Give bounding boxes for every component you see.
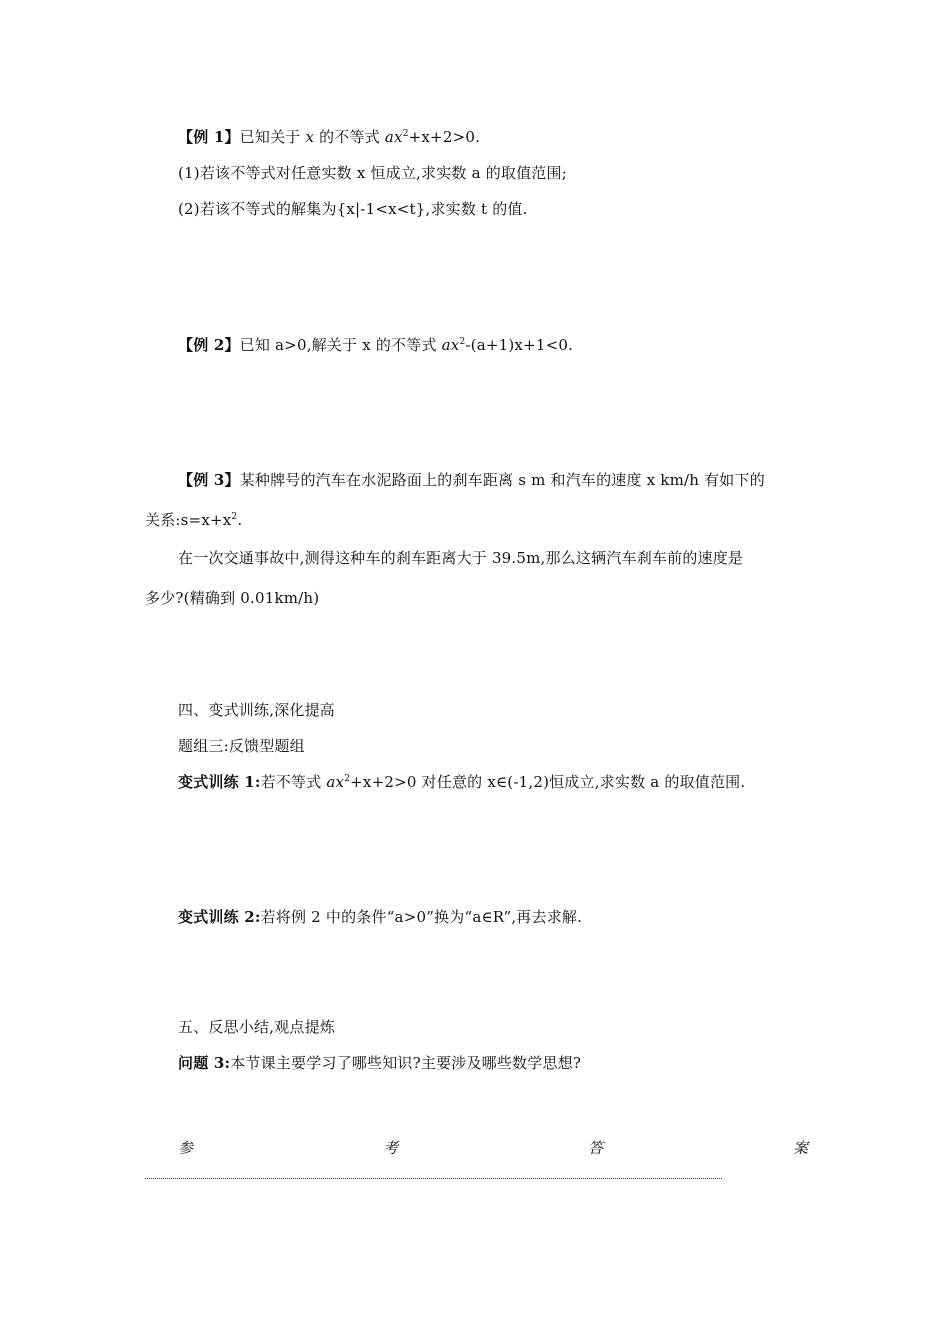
question-3: 问题 3:本节课主要学习了哪些知识?主要涉及哪些数学思想? bbox=[178, 1054, 582, 1072]
dotted-separator bbox=[145, 1178, 722, 1179]
example-1-part-1: (1)若该不等式对任意实数 x 恒成立,求实数 a 的取值范围; bbox=[178, 164, 567, 182]
example-1-part-2: (2)若该不等式的解集为{x|-1<x<t},求实数 t 的值. bbox=[178, 200, 528, 218]
heading-char: 考 bbox=[382, 1139, 398, 1157]
example-3-tag: 【例 3】 bbox=[178, 471, 240, 489]
section-5-title: 五、反思小结,观点提炼 bbox=[178, 1018, 335, 1036]
example-3-line-2: 关系$:s=x+x^2$. bbox=[145, 511, 243, 529]
heading-char: 案 bbox=[792, 1139, 808, 1157]
variant-training-2: 变式训练 2:若将例 2 中的条件“a>0”换为“a∈R”,再去求解. bbox=[178, 908, 583, 926]
example-3-line-1: 【例 3】某种牌号的汽车在水泥路面上的刹车距离 s m 和汽车的速度 x km/h 有如下的 bbox=[178, 471, 765, 489]
example-3-line-3: 在一次交通事故中,测得这种车的刹车距离大于 39.5m,那么这辆汽车刹车前的速度是 bbox=[178, 549, 744, 567]
example-2-tag: 【例 2】 bbox=[178, 336, 240, 354]
heading-char: 参 bbox=[178, 1139, 194, 1157]
reference-answer-heading bbox=[178, 1137, 808, 1159]
section-4-title: 四、变式训练,深化提高 bbox=[178, 701, 335, 719]
example-3-line-4: 多少?(精确到 0.01km/h) bbox=[145, 589, 320, 607]
variant-training-1: 变式训练 1:若不等式 $ax^2+x+2>0$ 对任意的 x∈(-1,2)恒成立,求实数 a 的取值范围. bbox=[178, 773, 746, 791]
heading-char: 答 bbox=[587, 1139, 603, 1157]
section-4-group: 题组三:反馈型题组 bbox=[178, 737, 305, 755]
example-1-tag: 【例 1】 bbox=[178, 128, 240, 146]
example-2-statement: 【例 2】已知 a>0,解关于 x 的不等式 $ax^2-(a+1)x+1<0$. bbox=[178, 336, 574, 354]
example-1-statement: 【例 1】已知关于 x 的不等式 $ax^2+x+2>0$. bbox=[178, 128, 481, 146]
